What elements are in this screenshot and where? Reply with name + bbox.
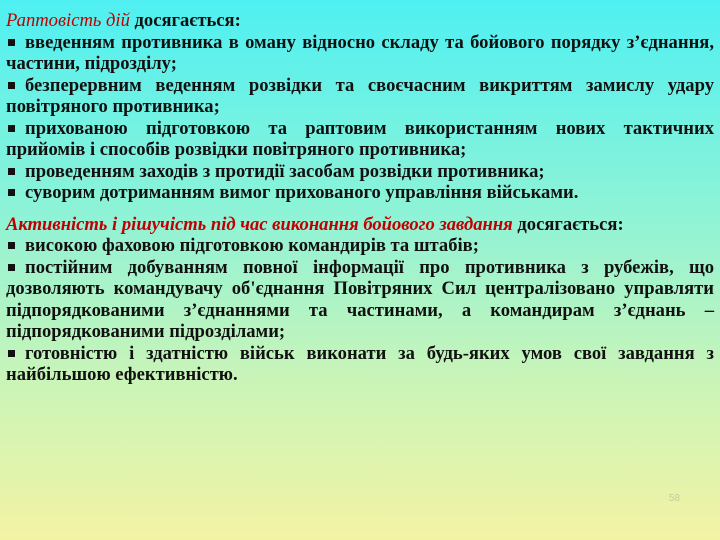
section1-bullet-4 [6, 161, 714, 183]
section2-heading-accent: Активність і рішучість під час виконання бойового завдання [6, 213, 513, 235]
square-bullet-icon [8, 82, 15, 89]
square-bullet-icon [8, 350, 15, 357]
section1-heading [6, 10, 714, 32]
bullet-text: високою фаховою підготовкою командирів та штабів; [25, 235, 479, 256]
section1-bullet-1 [6, 32, 714, 75]
square-bullet-icon [8, 189, 15, 196]
slide-content [6, 10, 714, 386]
section2-bullet-2 [6, 257, 714, 343]
section2-heading-rest: досягається: [512, 213, 624, 235]
square-bullet-icon [8, 39, 15, 46]
section2-bullet-1 [6, 235, 714, 257]
section1-bullet-3 [6, 118, 714, 161]
bullet-text: прихованою підготовкою та раптовим використанням нових тактичних прийомів і способів розвідки повітряного противника; [6, 117, 714, 160]
square-bullet-icon [8, 168, 15, 175]
square-bullet-icon [8, 264, 15, 271]
section1-bullet-5 [6, 182, 714, 204]
bullet-text: введенням противника в оману відносно складу та бойового порядку з’єднання, частини, підрозділу; [6, 31, 714, 74]
section1-bullet-2 [6, 75, 714, 118]
square-bullet-icon [8, 125, 15, 132]
page-number: 58 [668, 493, 680, 504]
section2-bullet-3 [6, 343, 714, 386]
section1-heading-accent: Раптовість дій [6, 10, 130, 31]
bullet-text: готовністю і здатністю військ виконати за будь-яких умов свої завдання з найбільшою ефективністю. [6, 342, 714, 385]
square-bullet-icon [8, 242, 15, 249]
bullet-text: проведенням заходів з протидії засобам розвідки противника; [25, 160, 545, 182]
section1-heading-rest: досягається: [129, 10, 241, 31]
bullet-text: безперервним веденням розвідки та своєчасним викриттям замислу удару повітряного противника; [6, 74, 714, 117]
section2-heading [6, 214, 714, 236]
bullet-text: постійним добуванням повної інформації про противника з рубежів, що дозволяють командувачу об'єднання Повітряних Сил централізовано управляти підпорядкованими з’єднаннями та частинами, а командирам з’єднань – підпорядкованими підрозділами; [6, 256, 714, 342]
bullet-text: суворим дотриманням вимог прихованого управління військами. [25, 182, 579, 203]
